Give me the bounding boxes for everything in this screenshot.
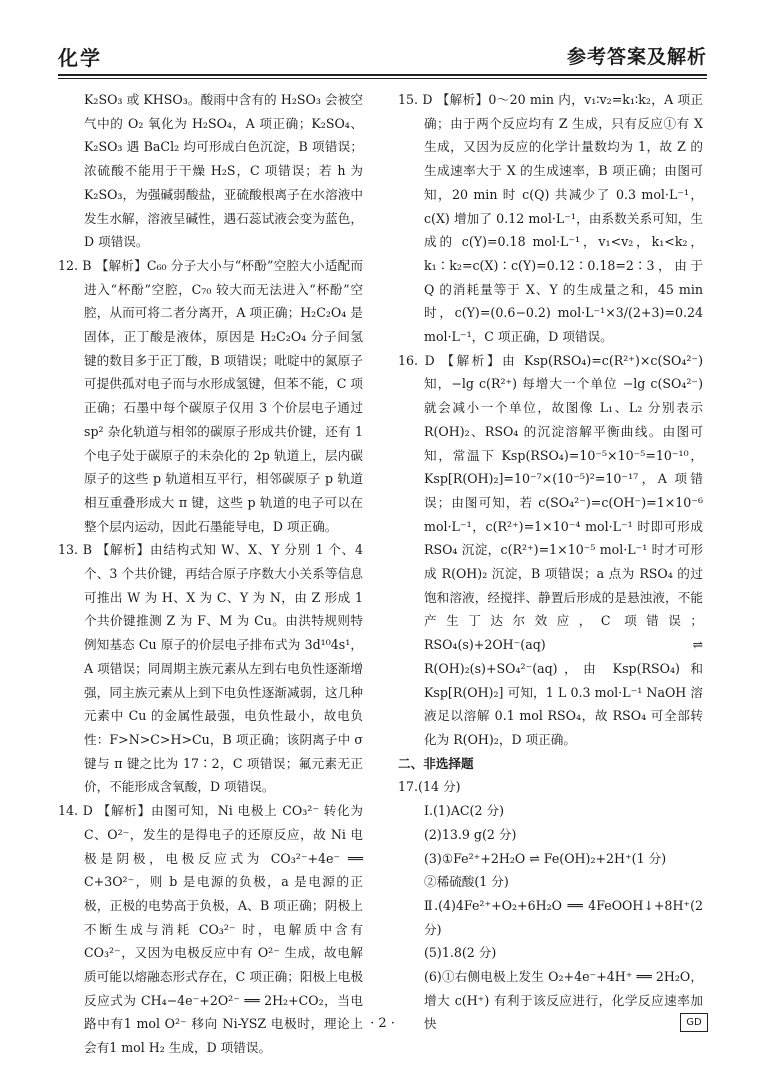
answer-paragraph: (2)13.9 g(2 分) xyxy=(424,826,517,842)
answer-paragraph: 13. B 【解析】由结构式知 W、X、Y 分别 1 个、4 个、3 个共价键，再结合原子序数大小关系等信息可推出 W 为 H、X 为 C、Y 为 N，由 Z 形成 1 个共价键推测 Z 为 F、M 为 Cu。由洪特规则特例知基态 Cu 原子的价层电子排布式为 3d¹⁰4s¹，A 项错误；同周期主族元素从左到右电负性逐渐增强，同主族元素从上到下电负性逐渐减弱，这几种元素中 Cu 的金属性最强，电负性最小，故电负性：F>N>C>H>Cu，B 项正确；该阴离子中 σ 键与 π 键之比为 17∶2，C 项错误；氟元素无正价，不能形成含氧酸，D 项错误。 xyxy=(58,542,363,795)
answer-paragraph: K₂SO₃ 或 KHSO₃。酸雨中含有的 H₂SO₃ 会被空气中的 O₂ 氧化为 H₂SO₄，A 项正确；K₂SO₄、K₂SO₃ 遇 BaCl₂ 均可形成白色沉淀，B 项错误；浓硫酸不能用于干燥 H₂S，C 项错误；若 h 为 K₂SO₃，为强碱弱酸盐，亚硫酸根离子在水溶液中发生水解，溶液呈碱性，遇石蕊试液会变为蓝色，D 项错误。 xyxy=(84,92,363,250)
header-rule-thin xyxy=(58,78,707,79)
answer-paragraph: (6)①右侧电极上发生 O₂+4e⁻+4H⁺ ══ 2H₂O，增大 c(H⁺) 有利于该反应进行，化学反应速率加快 xyxy=(424,969,703,1032)
header-title: 参考答案及解析 xyxy=(566,46,707,68)
right-column xyxy=(398,88,703,1036)
answer-paragraph: 14. D 【解析】由图可知，Ni 电极上 CO₃²⁻ 转化为 C、O²⁻，发生的是得电子的还原反应，故 Ni 电极是阴极，电极反应式为 CO₃²⁻+4e⁻ ══ C+3O²⁻，则 b 是电源的负极，a 是电源的正极，正极的电势高于负极，A、B 项正确；阴极上不断生成与消耗 CO₃²⁻ 时，电解质中含有 CO₃²⁻，又因为电极反应中有 O²⁻ 生成，故电解质可能以熔融态形式存在，C 项正确；阳极上电极反应式为 CH₄−4e⁻+2O²⁻ ══ 2H₂+CO₂，当电路中有1 mol O²⁻ 移向 Ni-YSZ 电极时，理论上会有1 mol H₂ 生成，D 项错误。 xyxy=(58,803,363,1056)
answer-paragraph: (3)①Fe²⁺+2H₂O ⇌ Fe(OH)₂+2H⁺(1 分) xyxy=(424,850,667,866)
answer-paragraph: ②稀硫酸(1 分) xyxy=(424,874,509,890)
answer-paragraph: 16. D 【解析】由 Ksp(RSO₄)=c(R²⁺)×c(SO₄²⁻) 知，−lg c(R²⁺) 每增大一个单位 −lg c(SO₄²⁻) 就会减小一个单位，故图像 L₁、L₂ 分别表示 R(OH)₂、RSO₄ 的沉淀溶解平衡曲线。由图可知，常温下 Ksp(RSO₄)=10⁻⁵×10⁻⁵=10⁻¹⁰，Ksp[R(OH)₂]=10⁻⁷×(10⁻⁵)²=10⁻¹⁷，A 项错误；由图可知，若 c(SO₄²⁻)=c(OH⁻)=1×10⁻⁶ mol·L⁻¹，c(R²⁺)=1×10⁻⁴ mol·L⁻¹ 时即可形成 RSO₄ 沉淀，c(R²⁺)=1×10⁻⁵ mol·L⁻¹ 时才可形成 R(OH)₂ 沉淀，B 项错误；a 点为 RSO₄ 的过饱和溶液，经搅拌、静置后形成的是悬浊液，不能产生丁达尔效应，C 项错误；RSO₄(s)+2OH⁻(aq) ⇌ R(OH)₂(s)+SO₄²⁻(aq)，由 Ksp(RSO₄) 和 Ksp[R(OH)₂] 可知，1 L 0.3 mol·L⁻¹ NaOH 溶液足以溶解 0.1 mol RSO₄，故 RSO₄ 可全部转化为 R(OH)₂，D 项正确。 xyxy=(398,352,703,747)
page-header xyxy=(58,42,707,76)
answer-paragraph: 15. D 【解析】0～20 min 内，v₁∶v₂=k₁∶k₂，A 项正确；由于两个反应均有 Z 生成，只有反应①有 X 生成，又因为反应的化学计量数均为 1，故 Z 的生成速率大于 X 的生成速率，B 项正确；由图可知，20 min 时 c(Q) 共减少了 0.3 mol·L⁻¹，c(X) 增加了 0.12 mol·L⁻¹，由系数关系可知，生成的 c(Y)=0.18 mol·L⁻¹，v₁<v₂，k₁<k₂，k₁∶k₂=c(X)∶c(Y)=0.12∶0.18=2∶3，由于 Q 的消耗量等于 X、Y 的生成量之和，45 min 时，c(Y)=(0.6−0.2) mol·L⁻¹×3/(2+3)=0.24 mol·L⁻¹，C 项正确，D 项错误。 xyxy=(398,92,703,345)
answer-paragraph: (5)1.8(2 分) xyxy=(424,945,497,961)
region-badge: GD xyxy=(680,1013,708,1032)
left-column xyxy=(58,88,363,1060)
answer-paragraph: 12. B 【解析】C₆₀ 分子大小与“杯酚”空腔大小适配而进入“杯酚”空腔，C₇₀ 较大而无法进入“杯酚”空腔，从而可将二者分离开，A 项正确；H₂C₂O₄ 是固体，正丁酸是液体，原因是 H₂C₂O₄ 分子间氢键的数目多于正丁酸，B 项错误；吡啶中的氮原子可提供孤对电子而与水形成氢键，但苯不能，C 项正确；石墨中每个碳原子仅用 3 个价层电子通过 sp² 杂化轨道与相邻的碳原子形成共价键，还有 1 个电子处于碳原子的未杂化的 2p 轨道上，层内碳原子的这些 p 轨道相互平行，相邻碳原子 p 轨道相互重叠形成大 π 键，这些 p 轨道的电子可以在整个层内运动，因此石墨能导电，D 项正确。 xyxy=(58,257,363,534)
page-number: · 2 · xyxy=(370,1016,395,1031)
section-heading: 二、非选择题 xyxy=(398,755,474,771)
answer-paragraph: Ⅰ.(1)AC(2 分) xyxy=(424,803,504,819)
answer-paragraph: Ⅱ.(4)4Fe²⁺+O₂+6H₂O ══ 4FeOOH↓+8H⁺(2 分) xyxy=(424,897,703,937)
subject-title: 化学 xyxy=(58,46,102,70)
answer-paragraph: 17.(14 分) xyxy=(398,779,461,795)
header-rule xyxy=(58,74,707,76)
